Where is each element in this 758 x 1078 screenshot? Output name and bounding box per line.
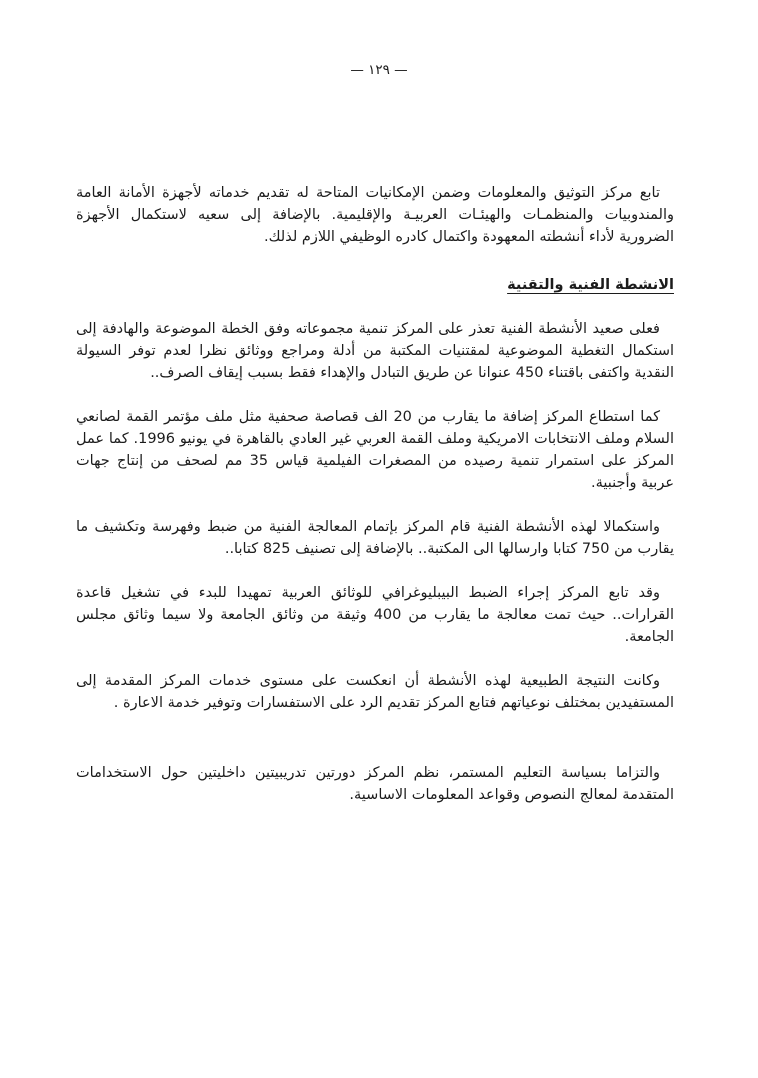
section-heading: الانشطة الفنية والتقنية (507, 277, 674, 293)
paragraph-collections: فعلى صعيد الأنشطة الفنية تعذر على المركز تنمية مجموعاته وفق الخطة الموضوعة والهادفة إلى استكمال التغطية الموضوعية لمقتنيات المكتبة من أدلة ومراجع ووثائق نظرا لعدم توفر السيولة النقدية واكتفى باقتناء 450 عنوانا عن طريق التبادل والإهداء فقط بسبب إيقاف الصرف.. (76, 321, 674, 381)
paragraph-cataloging: واستكمالا لهذه الأنشطة الفنية قام المركز بإتمام المعالجة الفنية من ضبط وفهرسة وتكشيف ما يقارب من 750 كتابا وارسالها الى المكتبة.. بالإضافة إلى تصنيف 825 كتابا.. (76, 519, 674, 557)
document-content (76, 182, 674, 806)
page-number: — ١٢٩ — (350, 62, 408, 78)
paragraph-clippings: كما استطاع المركز إضافة ما يقارب من 20 الف قصاصة صحفية مثل ملف مؤتمر القمة لصانعي السلام وملف الانتخابات الامريكية وملف القمة العربي غير العادي بالقاهرة في يونيو 1996. كما عمل المركز على استمرار تنمية رصيده من المصغرات الفيلمية قياس 35 مم لصحف من إنتاج جهات عربية وأجنبية. (76, 409, 674, 491)
paragraph-intro: تابع مركز التوثيق والمعلومات وضمن الإمكانيات المتاحة له تقديم خدماته لأجهزة الأمانة العامة والمندوبيات والمنظمـات والهيئـات العربيـة والإقليمية. بالإضافة إلى سعيه لاستكمال الأجهزة الضرورية لأداء أنشطته المعهودة واكتمال كادره الوظيفي اللازم لذلك. (76, 185, 674, 245)
paragraph-services: وكانت النتيجة الطبيعية لهذه الأنشطة أن انعكست على مستوى خدمات المركز المقدمة إلى المستفيدين بمختلف نوعياتهم فتابع المركز تقديم الرد على الاستفسارات وتوفير خدمة الاعارة . (76, 673, 674, 711)
paragraph-training: والتزاما بسياسة التعليم المستمر، نظم المركز دورتين تدريبيتين داخليتين حول الاستخدامات المتقدمة لمعالج النصوص وقواعد المعلومات الاساسية. (76, 765, 674, 803)
section-heading-row (76, 270, 674, 316)
paragraph-bibliographic: وقد تابع المركز إجراء الضبط البيبليوغرافي للوثائق العربية تمهيدا للبدء في تشغيل قاعدة القرارات.. حيث تمت معالجة ما يقارب من 400 وثيقة من وثائق الجامعة ولا سيما وثائق مجلس الجامعة. (76, 585, 674, 645)
